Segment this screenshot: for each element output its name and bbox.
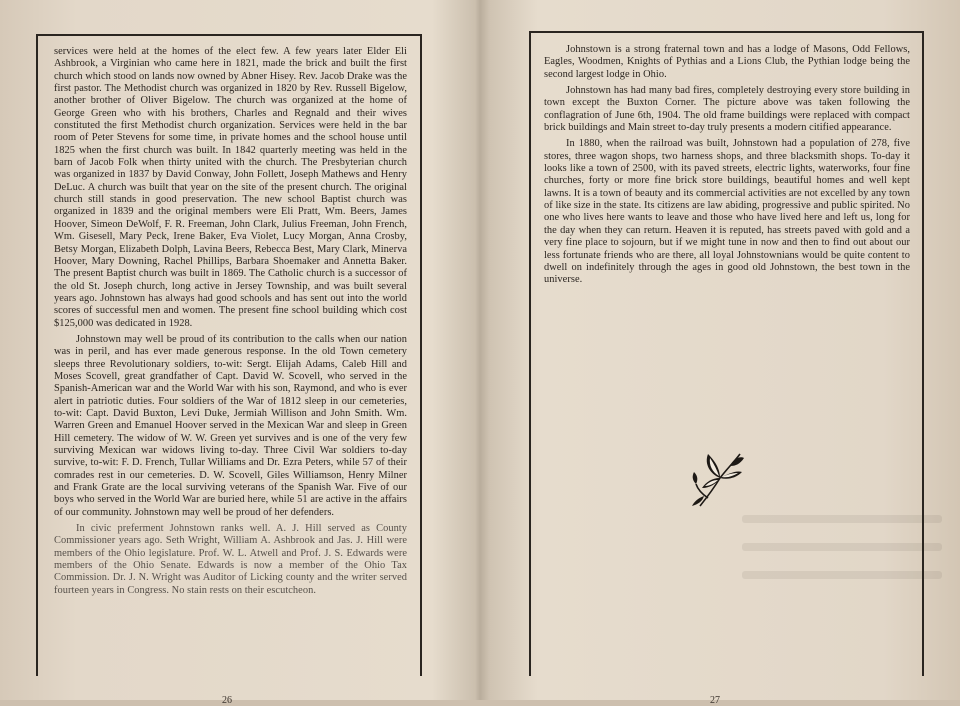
right-page-text	[544, 44, 910, 291]
right-paragraph-2: Johnstown has had many bad fires, completely destroying every store building in town except the Buxton Corner. The picture above was taken following the conflagration of June 6th, 1904. The old frame buildings were replaced with compact brick buildings and Main street to-day truly presents a modern citified appearance.	[544, 85, 910, 134]
left-paragraph-3: In civic preferment Johnstown ranks well. A. J. Hill served as County Commissioner years ago. Seth Wright, William A. Ashbrook and Jas. J. Hill were members of the Ohio legislature. Prof. W. L. Atwell and Prof. J. S. Edwards were members of the Ohio Senate. Edwards is now a member of the Ohio Tax Commission. Dr. J. N. Wright was Auditor of Licking county and the writer served fourteen years in Congress. No stain rests on their escutcheon.	[54, 523, 407, 596]
right-page-number: 27	[710, 695, 720, 706]
left-page-text	[54, 46, 407, 601]
right-paragraph-3: In 1880, when the railroad was built, Johnstown had a population of 278, five stores, three wagon shops, two harness shops, and three blacksmith shops. To-day it looks like a town of 2500, with its paved streets, electric lights, waterworks, four fine churches, forty or more fine brick store buildings, beautiful homes and well kept lawns. It is a town of beauty and its commercial activities are not excelled by any town of like size in the state. Its citizens are law abiding, progressive and public spirited. No one who lives here wants to leave and those who have lived here and left us, long for the day when they can return. Heaven it is reputed, has streets paved with gold and a very fine place to sojourn, but if we might tune in now and then to find out about our less fortunate friends who are there, all loyal Johnstownians would be quite content to dwell on indefinitely through the ages in good old Johnstown, the best town in the universe.	[544, 138, 910, 286]
lily-ornament-icon	[690, 448, 746, 510]
right-paragraph-1: Johnstown is a strong fraternal town and has a lodge of Masons, Odd Fellows, Eagles, Woodmen, Knights of Pythias and a Lions Club, the Pythian lodge being the second largest lodge in Ohio.	[544, 44, 910, 80]
left-page-number: 26	[222, 695, 232, 706]
left-paragraph-1: services were held at the homes of the elect few. A few years later Elder Eli Ashbrook, a Virginian who came here in 1821, made the brick and built the first church which stood on lands now owned by Abner Hisey. Rev. Jacob Drake was the first pastor. The Methodist church was organized in 1820 by Rev. Russell Bigelow, another brother of Oliver Bigelow. The church was organized at the home of George Green who with his brothers, Charles and Regnald and their wives constituted the first Methodist church organization. Services were held in the bar room of Peter Stevens for some time, in private homes and the school house until 1825 when the first church was built. In 1842 quarterly meeting was held in the barn of Jacob Folk when thirty united with the church. The Presbyterian church was organized in 1837 by David Conway, John Follett, Joseph Mathews and Henry DeLuc. A church was built that year on the site of the present church. The original church still stands in good preservation. The new school Baptist church was organized in 1839 and the original members were Eli Pratt, Wm. Beers, James Hoover, Simeon DeWolf, F. R. Freeman, John Clark, Julius Freeman, John French, Wm. Gisesell, Mary Peck, Irene Baker, Eva Violet, Lucy Morgan, Anna Crosby, Betsy Morgan, Elizabeth Dolph, Lavina Beers, Rebecca Best, Mary Clark, Minerva Hoover, Mary Downing, Rachel Phillips, Barbara Shoemaker and Annetta Baker. The present Baptist church was built in 1869. The Catholic church is a successor of the old St. Joseph church, long active in Jersey Township, and was built several years ago. Johnstown has always had good schools and has sent out into the world scores of successful men and women. The present fine school building which cost $125,000 was dedicated in 1928.	[54, 46, 407, 329]
left-paragraph-2: Johnstown may well be proud of its contribution to the calls when our nation was in peril, and has ever made generous response. In the old Town cemetery sleeps three Revolutionary soldiers, to-wit: Sergt. Elijah Adams, Caleb Hill and Moses Scovell, great grandfather of Capt. David W. Scovell, who served in the Spanish-American war and the World War with his son, Raymond, and who is ever alert in patriotic duties. Four soldiers of the War of 1812 sleep in our cemeteries, to-wit: Capt. David Buxton, Levi Duke, Jermiah Willison and John Smith. Wm. Warren Green and Emanuel Hoover served in the Mexican War and sleep in Green Hill cemetery. The widow of W. W. Green yet survives and is one of the very few surviving Mexican war widows living to-day. Three Civil War soldiers to-day survive, to-wit: F. D. French, Tullar Williams and Dr. Ezra Peters, while 57 of their comrades rest in our cemeteries. D. W. Scovell, Giles Williamson, Henry Milner and Frank Grate are the local surviving veterans of the Spanish War. Five of our boys who served in the World War are buried here, while 51 are active in the affairs of our community. Johnstown may well be proud of her defenders.	[54, 333, 407, 518]
bleed-through-shadow	[742, 505, 942, 665]
